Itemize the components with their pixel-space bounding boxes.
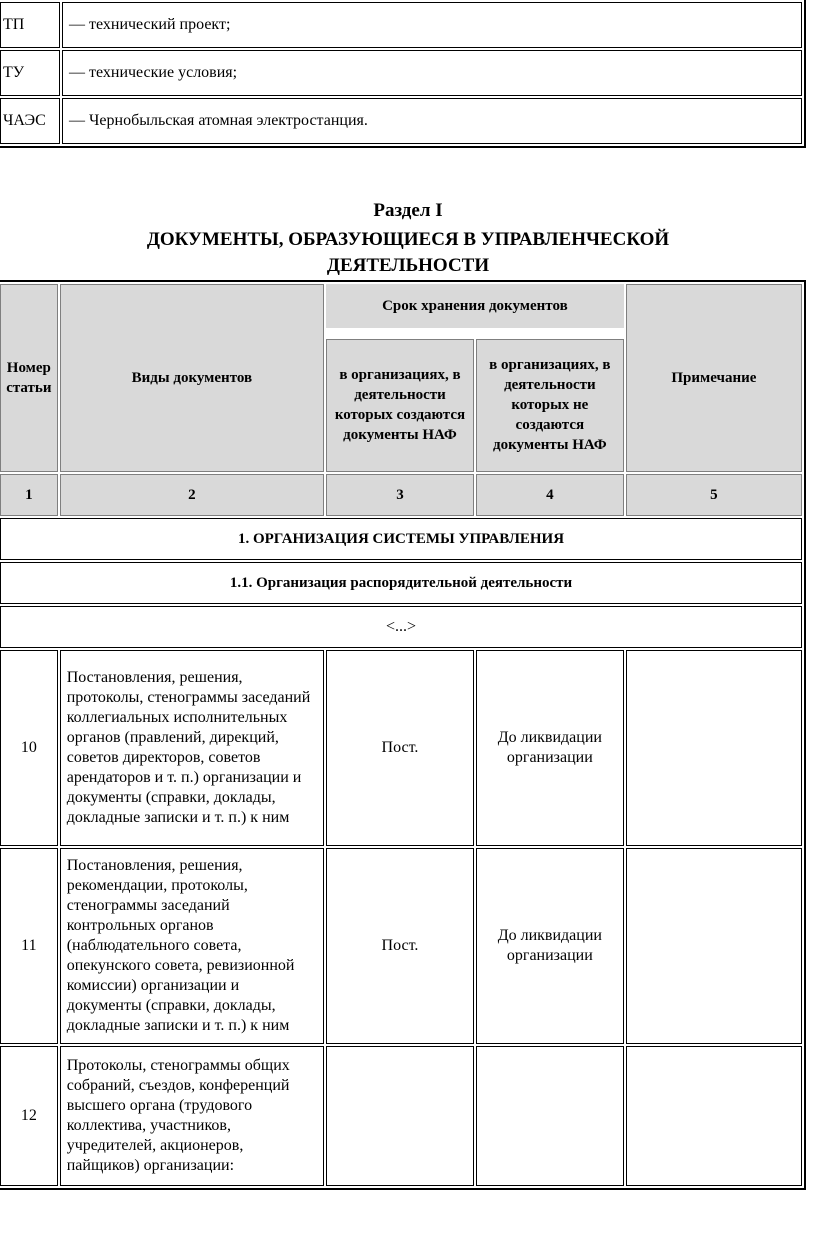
section-title-line1: ДОКУМЕНТЫ, ОБРАЗУЮЩИЕСЯ В УПРАВЛЕНЧЕСКОЙ	[146, 229, 670, 250]
table-row	[0, 1046, 802, 1186]
header-without-naf: в организациях, в деятельности которых не создаются документы НАФ	[476, 339, 624, 472]
group-heading: 1. ОРГАНИЗАЦИЯ СИСТЕМЫ УПРАВЛЕНИЯ	[0, 518, 802, 560]
table-header-row	[0, 284, 802, 328]
row-term-without-naf	[476, 1046, 624, 1186]
section-number: Раздел I	[373, 200, 443, 221]
abbreviations-table	[0, 0, 806, 148]
abbreviation-text: — технические условия;	[62, 50, 802, 96]
row-description: Постановления, решения, рекомендации, протоколы, стенограммы заседаний контрольных органов (наблюдательного совета, опекунского совета, ревизионной комиссии) организации и документы (справки, доклады, докладные записки и т. п.) к ним	[60, 848, 324, 1044]
row-term-with-naf: Пост.	[326, 848, 474, 1044]
abbreviation-text: — технический проект;	[62, 2, 802, 48]
row-term-without-naf: До ликвидации организации	[476, 650, 624, 846]
document-retention-table	[0, 280, 806, 1190]
row-note	[626, 848, 802, 1044]
row-term-with-naf: Пост.	[326, 650, 474, 846]
header-number: Номер статьи	[0, 284, 58, 472]
header-note: Примечание	[626, 284, 802, 472]
row-term-with-naf	[326, 1046, 474, 1186]
group-heading-row	[0, 518, 802, 560]
column-number: 5	[626, 474, 802, 516]
row-term-without-naf: До ликвидации организации	[476, 848, 624, 1044]
abbreviation-code: ЧАЭС	[0, 98, 60, 144]
column-number: 4	[476, 474, 624, 516]
header-with-naf: в организациях, в деятельности которых создаются документы НАФ	[326, 339, 474, 472]
abbreviation-row	[0, 2, 802, 48]
row-note	[626, 1046, 802, 1186]
row-description: Протоколы, стенограммы общих собраний, съездов, конференций высшего органа (трудового коллектива, участников, учредителей, акционеров, пайщиков) организации:	[60, 1046, 324, 1186]
header-divider	[326, 330, 624, 336]
table-row	[0, 848, 802, 1044]
row-number: 12	[0, 1046, 58, 1186]
section-title-line2: ДЕЯТЕЛЬНОСТИ	[326, 255, 490, 276]
row-note	[626, 650, 802, 846]
subgroup-heading: 1.1. Организация распорядительной деятельности	[0, 562, 802, 604]
subgroup-heading-row	[0, 562, 802, 604]
table-row	[0, 650, 802, 846]
header-storage: Срок хранения документов	[326, 284, 624, 328]
column-number: 2	[60, 474, 324, 516]
abbreviation-code: ТП	[0, 2, 60, 48]
ellipsis-marker: <...>	[0, 606, 802, 648]
abbreviation-row	[0, 50, 802, 96]
column-numbers-row	[0, 474, 802, 516]
abbreviation-row	[0, 98, 802, 144]
row-number: 10	[0, 650, 58, 846]
header-types: Виды документов	[60, 284, 324, 472]
abbreviation-text: — Чернобыльская атомная электростанция.	[62, 98, 802, 144]
row-description: Постановления, решения, протоколы, стенограммы заседаний коллегиальных исполнительных органов (правлений, дирекций, советов директоров, советов арендаторов и т. п.) организации и документы (справки, доклады, докладные записки и т. п.) к ним	[60, 650, 324, 846]
ellipsis-row	[0, 606, 802, 648]
column-number: 1	[0, 474, 58, 516]
column-number: 3	[326, 474, 474, 516]
row-number: 11	[0, 848, 58, 1044]
abbreviation-code: ТУ	[0, 50, 60, 96]
